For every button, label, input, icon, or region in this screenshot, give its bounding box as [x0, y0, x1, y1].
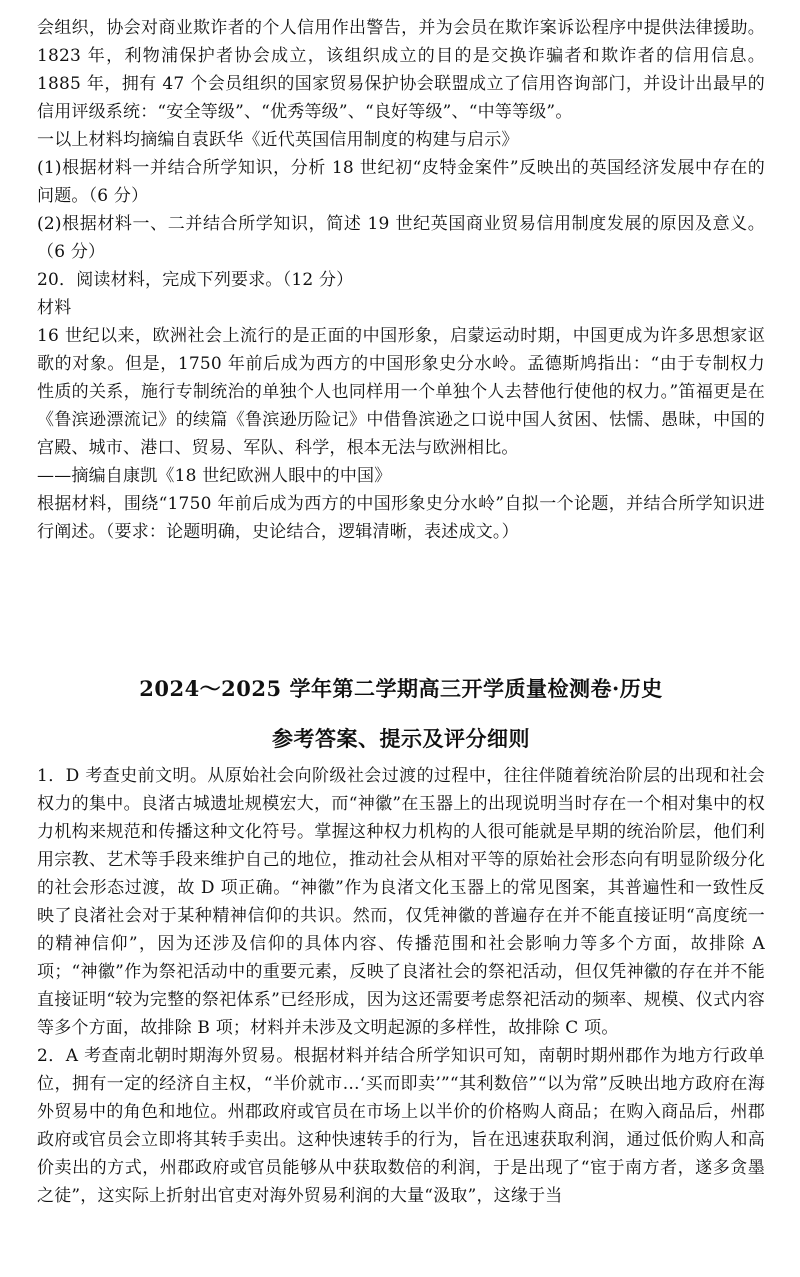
page-subtitle: 参考答案、提示及评分细则 — [272, 726, 530, 751]
answer-paragraph: 1．D 考查史前文明。从原始社会向阶级社会过渡的过程中，往往伴随着统治阶层的出现和社会权力的集中。良渚古城遗址规模宏大，而“神徽”在玉器上的出现说明当时存在一个相对集中的权力机构来规范和传播这种文化符号。掌握这种权力机构的人很可能就是早期的统治阶层，他们利用宗教、艺术等手段来维护自己的地位，推动社会从相对平等的原始社会形态向有明显阶级分化的社会形态过渡，故 D 项正确。“神徽”作为良渚文化玉器上的常见图案，其普遍性和一致性反映了良渚社会对于某种精神信仰的共识。然而，仅凭神徽的普遍存在并不能直接证明“高度统一的精神信仰”，因为还涉及信仰的具体内容、传播范围和社会影响力等多个方面，故排除 A 项；“神徽”作为祭祀活动中的重要元素，反映了良渚社会的祭祀活动，但仅凭神徽的存在并不能直接证明“较为完整的祭祀体系”已经形成，因为这还需要考虑祭祀活动的频率、规模、仪式内容等多个方面，故排除 B 项；材料并未涉及文明起源的多样性，故排除 C 项。 — [37, 766, 765, 1038]
section-spacer — [37, 546, 765, 674]
question-heading: 20．阅读材料，完成下列要求。（12 分） — [37, 270, 354, 290]
document-page — [37, 0, 765, 1210]
page-title: 2024～2025 学年第二学期高三开学质量检测卷·历史 — [139, 676, 663, 701]
source-citation: 一以上材料均摘编自袁跃华《近代英国信用制度的构建与启示》 — [37, 130, 519, 150]
answer-paragraph: 2．A 考查南北朝时期海外贸易。根据材料并结合所学知识可知，南朝时期州郡作为地方行政单位，拥有一定的经济自主权，“半价就市…‘买而即卖’”“其利数倍”“以为常”反映出地方政府在海外贸易中的角色和地位。州郡政府或官员在市场上以半价的价格购人商品；在购入商品后，州郡政府或官员会立即将其转手卖出。这种快速转手的行为，旨在迅速获取利润，通过低价购人和高价卖出的方式，州郡政府或官员能够从中获取数倍的利润，于是出现了“宦于南方者，遂多贪墨之徒”，这实际上折射出官吏对海外贸易利润的大量“汲取”，这缘于当 — [37, 1046, 765, 1206]
question-item: 根据材料，围绕“1750 年前后成为西方的中国形象史分水岭”自拟一个论题，并结合所学知识进行阐述。（要求：论题明确，史论结合，逻辑清晰，表述成文。） — [37, 494, 765, 542]
source-citation: ——摘编自康凯《18 世纪欧洲人眼中的中国》 — [37, 466, 392, 486]
question-section — [37, 14, 765, 546]
material-paragraph: 16 世纪以来，欧洲社会上流行的是正面的中国形象，启蒙运动时期，中国更成为许多思想家讴歌的对象。但是，1750 年前后成为西方的中国形象史分水岭。孟德斯鸠指出：“由于专制权力性质的关系，施行专制统治的单独个人也同样用一个单独个人去替他行使他的权力。”笛福更是在《鲁滨逊漂流记》的续篇《鲁滨逊历险记》中借鲁滨逊之口说中国人贫困、怯懦、愚昧，中国的宫殿、城市、港口、贸易、军队、科学，根本无法与欧洲相比。 — [37, 326, 765, 458]
question-item: (2)根据材料一、二并结合所学知识，简述 19 世纪英国商业贸易信用制度发展的原因及意义。（6 分） — [37, 214, 765, 262]
material-paragraph: 会组织，协会对商业欺诈者的个人信用作出警告，并为会员在欺诈案诉讼程序中提供法律援助。1823 年，利物浦保护者协会成立，该组织成立的目的是交换诈骗者和欺诈者的信用信息。1885 年，拥有 47 个会员组织的国家贸易保护协会联盟成立了信用咨询部门，并设计出最早的信用评级系统：“安全等级”、“优秀等级”、“良好等级”、“中等等级”。 — [37, 18, 765, 122]
answer-section — [37, 674, 765, 1210]
material-label: 材料 — [37, 298, 72, 318]
question-item: (1)根据材料一并结合所学知识，分析 18 世纪初“皮特金案件”反映出的英国经济发展中存在的问题。（6 分） — [37, 158, 765, 206]
